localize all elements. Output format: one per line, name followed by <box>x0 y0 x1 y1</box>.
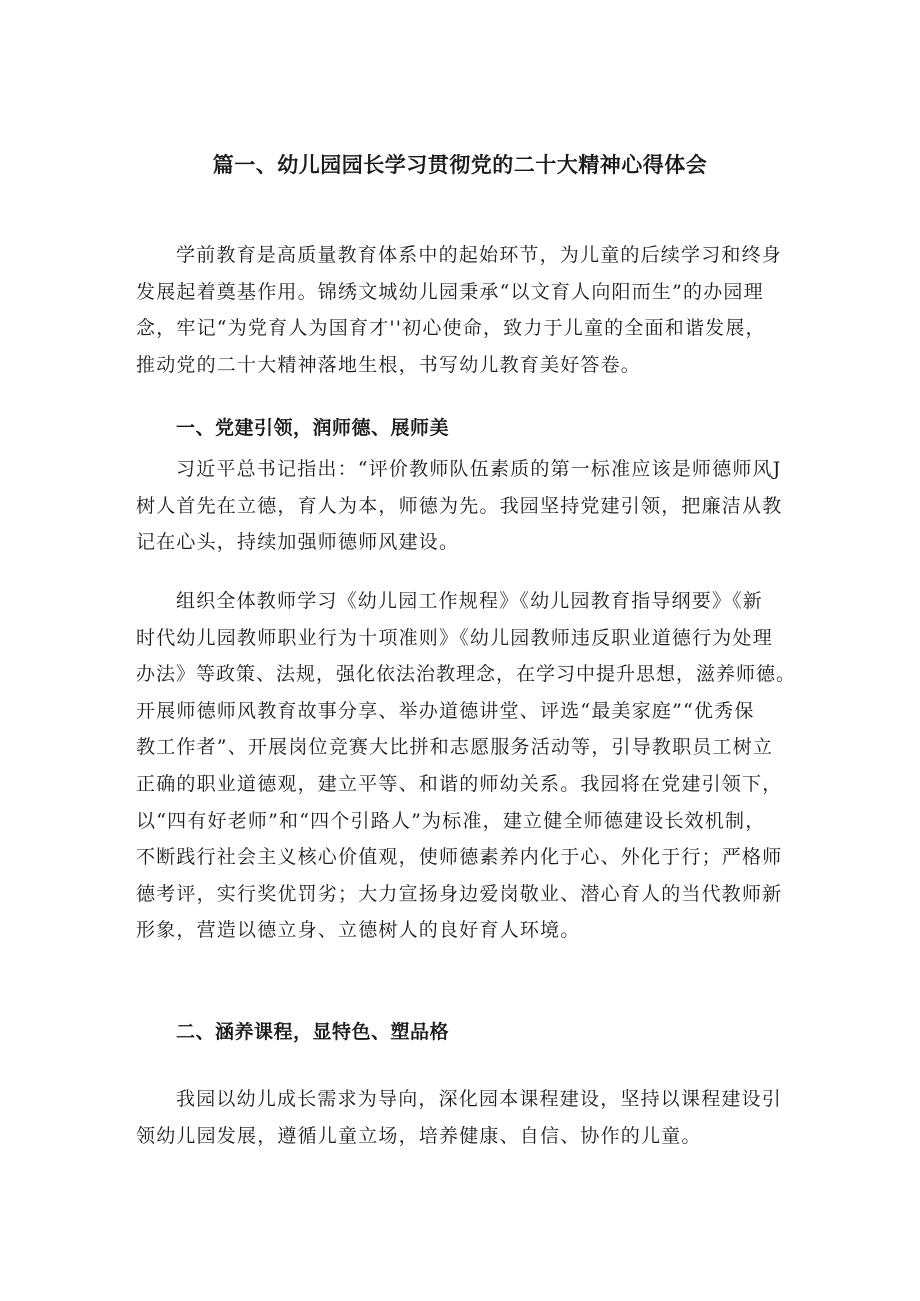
text-line: 我园以幼儿成长需求为导向，深化园本课程建设，坚持以课程建设引 <box>176 1088 783 1110</box>
text-line: 不断践行社会主义核心价值观，使师德素养内化于心、外化于行；严格师 <box>136 846 783 869</box>
text-line: 领幼儿园发展，遵循儿童立场，培养健康、自信、协作的儿童。 <box>136 1124 702 1147</box>
text-line: 组织全体教师学习《幼儿园工作规程》《幼儿园教育指导纲要》《新 <box>176 590 764 612</box>
section-1-heading: 一、党建引领，润师德、展师美 <box>176 417 450 439</box>
text-line: 记在心头，持续加强师德师风建设。 <box>136 531 460 554</box>
text-line: 习近平总书记指出：“评价教师队伍素质的第一标准应该是师德师风J <box>176 458 782 480</box>
text-line: 德考评，实行奖优罚劣；大力宣扬身边爱岗敬业、潜心育人的当代教师新 <box>136 882 783 905</box>
section-1-paragraph-1 <box>136 451 796 561</box>
section-2-heading: 二、涵养课程，显特色、塑品格 <box>176 1021 450 1043</box>
text-line: 时代幼儿园教师职业行为十项准则》《幼儿园教师违反职业道德行为处理 <box>136 626 773 649</box>
text-line: 正确的职业道德观，建立平等、和谐的师幼关系。我园将在党建引领下， <box>136 772 783 795</box>
text-line: 树人首先在立德，育人为本，师德为先。我园坚持党建引领，把廉洁从教 <box>136 494 783 517</box>
text-line: 以“四有好老师”和“四个引路人”为标准，建立健全师德建设长效机制， <box>136 809 766 832</box>
text-line: 推动党的二十大精神落地生根，书写幼儿教育美好答卷。 <box>136 353 642 376</box>
text-line: 学前教育是高质量教育体系中的起始环节，为儿童的后续学习和终身 <box>176 244 783 266</box>
section-2-paragraph-1 <box>136 1081 796 1154</box>
text-line: 教工作者”、开展岗位竞赛大比拼和志愿服务活动等，引导教职员工树立 <box>136 736 774 759</box>
text-line: 开展师德师风教育故事分享、举办道德讲堂、评选“最美家庭”“优秀保 <box>136 699 755 722</box>
section-1-paragraph-2 <box>136 583 796 949</box>
text-line: 形象，营造以德立身、立德树人的良好育人环境。 <box>136 919 581 942</box>
intro-paragraph <box>136 237 796 383</box>
text-line: 念，牢记“为党育人为国育才''初心使命，致力于儿童的全面和谐发展， <box>136 317 766 340</box>
text-line: 办法》等政策、法规，强化依法治教理念，在学习中提升思想，滋养师德。 <box>136 663 797 686</box>
document-title: 篇一、幼儿园园长学习贯彻党的二十大精神心得体会 <box>212 153 708 177</box>
text-line: 发展起着奠基作用。锦绣文城幼儿园秉承“以文育人向阳而生”的办园理 <box>136 280 764 303</box>
